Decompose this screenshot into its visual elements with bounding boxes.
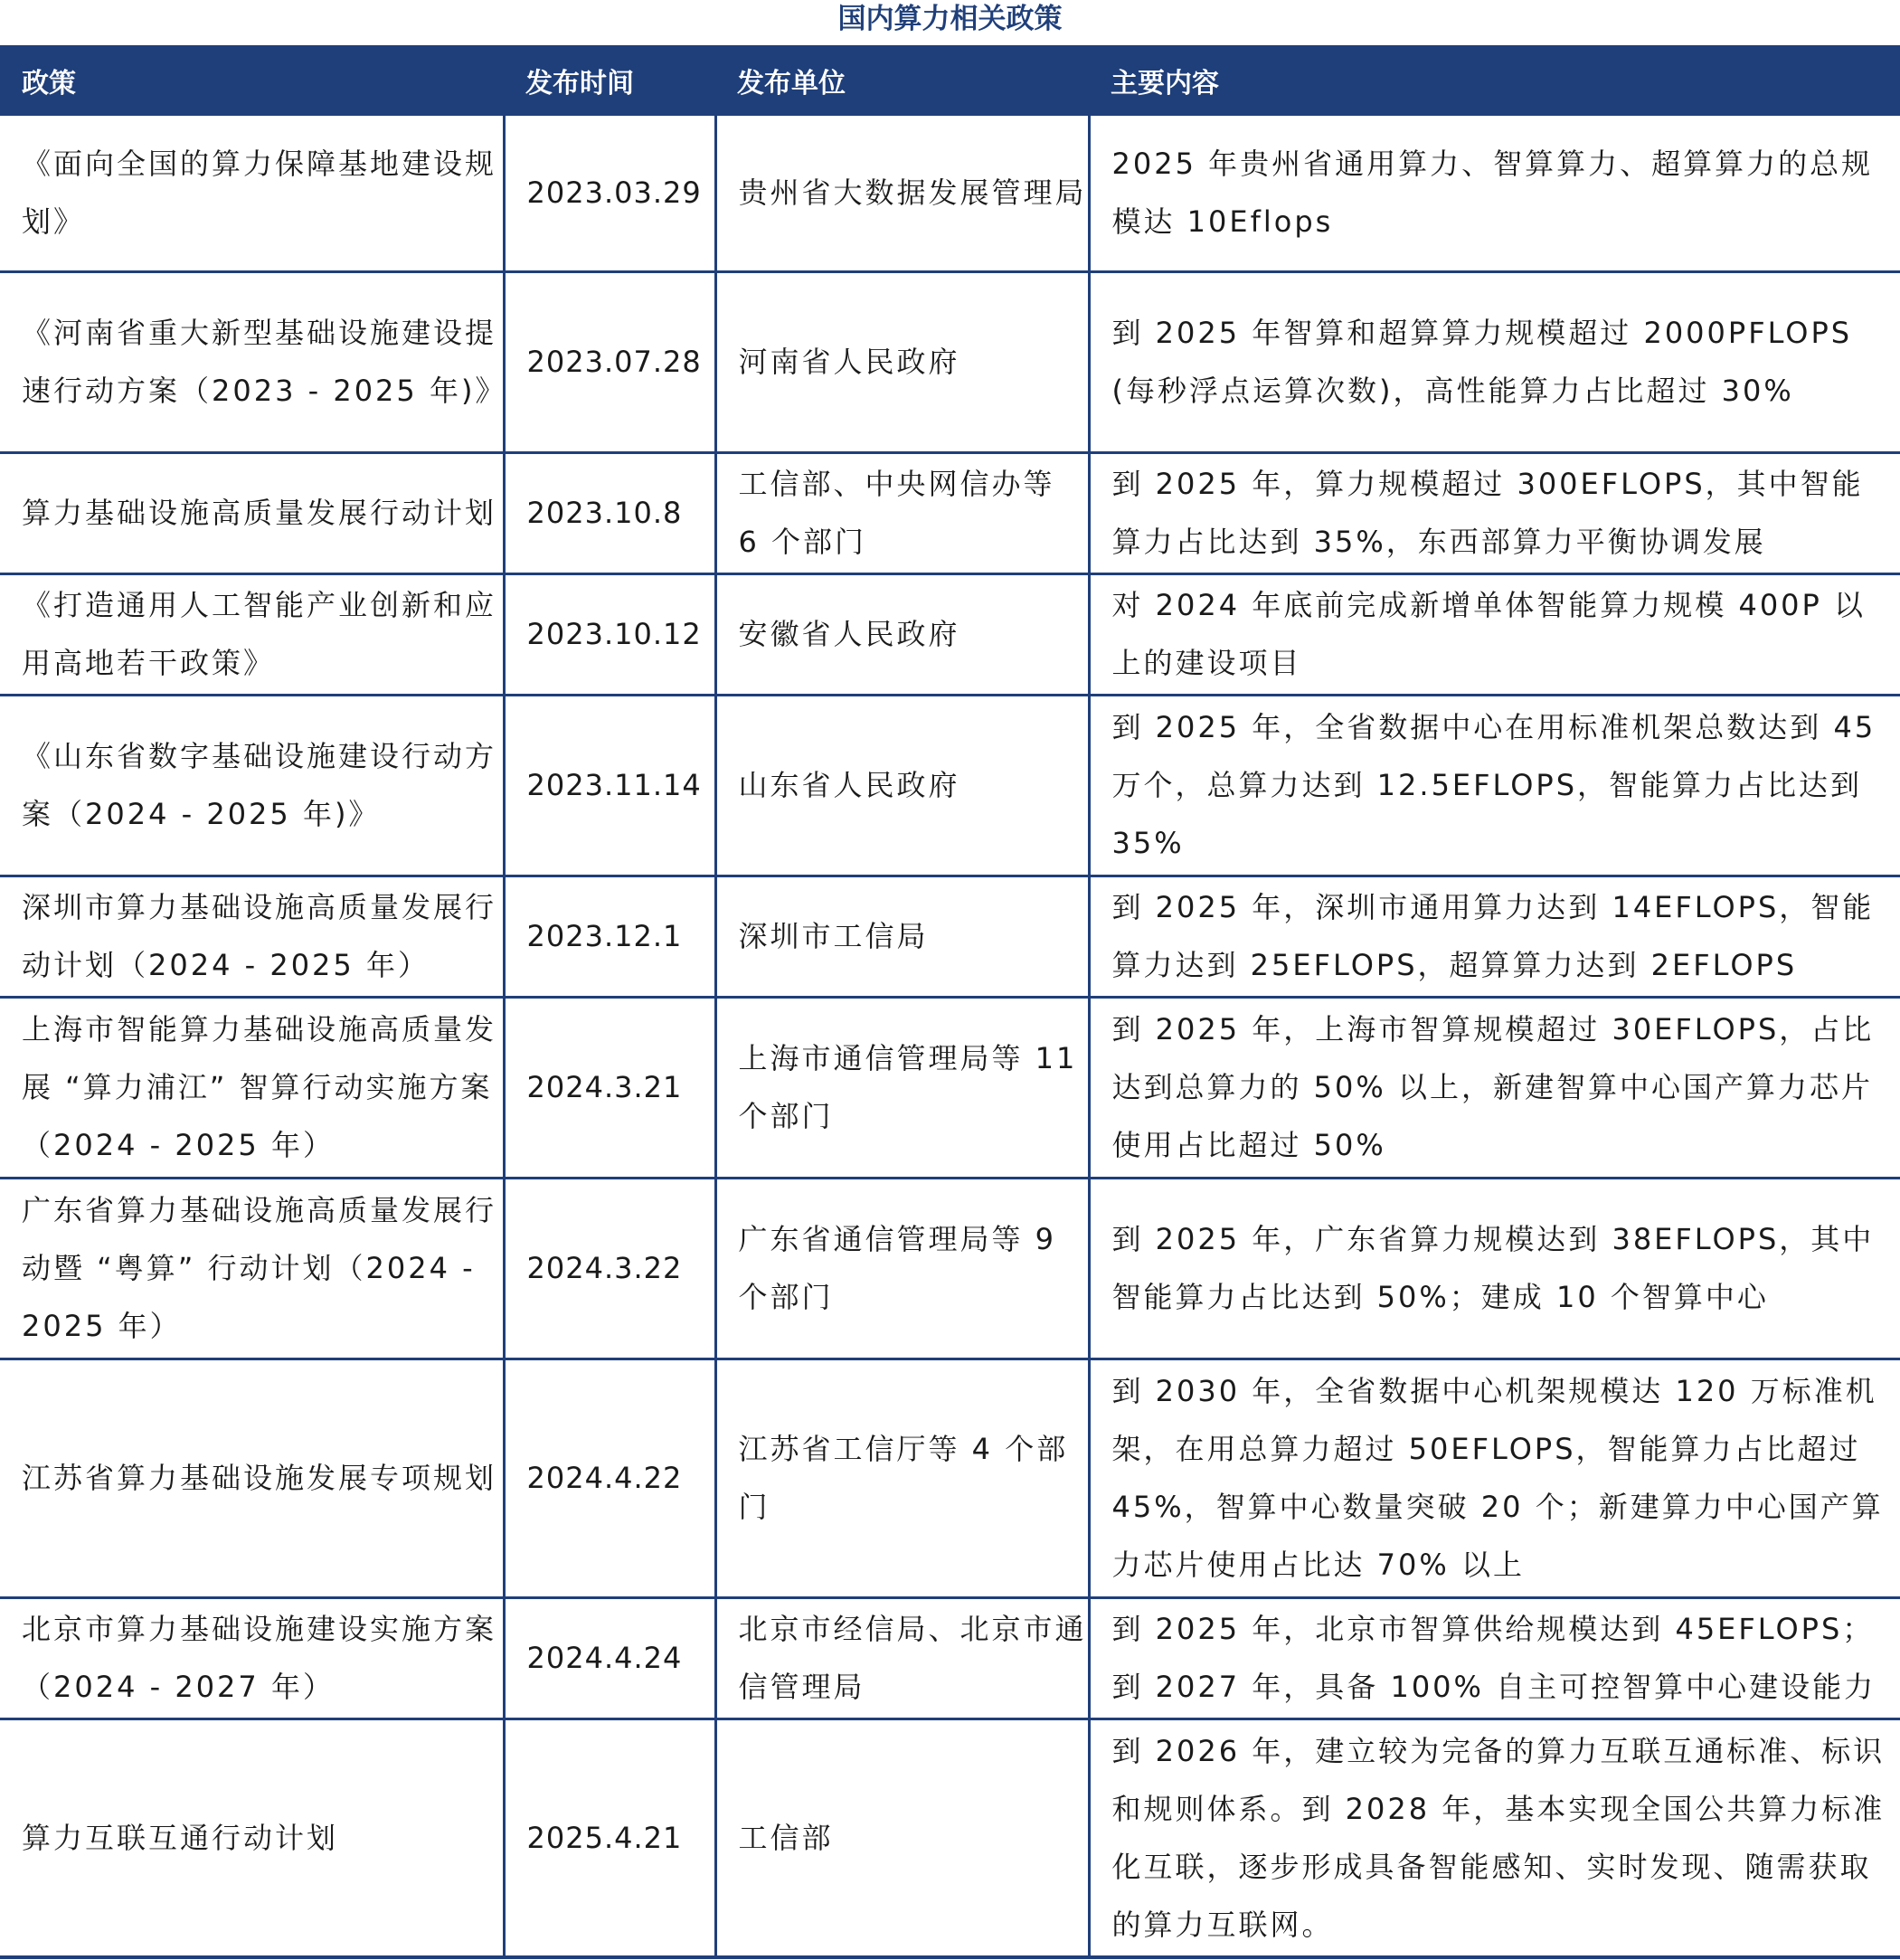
issuer-cell: 深圳市工信局	[715, 876, 1089, 997]
content-cell: 到 2025 年，全省数据中心在用标准机架总数达到 45 万个，总算力达到 12.5EFLOPS，智能算力占比达到 35%	[1089, 695, 1900, 876]
policy-cell: 北京市算力基础设施建设实施方案（2024 - 2027 年）	[0, 1597, 504, 1719]
header-issuer: 发布单位	[715, 47, 1089, 114]
table-row	[0, 114, 1900, 271]
policy-cell: 《山东省数字基础设施建设行动方案（2024 - 2025 年)》	[0, 695, 504, 876]
content-cell: 到 2025 年，广东省算力规模达到 38EFLOPS，其中智能算力占比达到 50%；建成 10 个智算中心	[1089, 1178, 1900, 1359]
date-cell: 2024.3.21	[504, 997, 715, 1178]
policy-cell: 广东省算力基础设施高质量发展行动暨 “粤算” 行动计划（2024 - 2025 年）	[0, 1178, 504, 1359]
issuer-cell: 上海市通信管理局等 11 个部门	[715, 997, 1089, 1178]
issuer-cell: 江苏省工信厅等 4 个部门	[715, 1359, 1089, 1597]
header-date: 发布时间	[504, 47, 715, 114]
issuer-cell: 北京市经信局、北京市通信管理局	[715, 1597, 1089, 1719]
content-cell: 到 2025 年智算和超算算力规模超过 2000PFLOPS (每秒浮点运算次数)，高性能算力占比超过 30%	[1089, 271, 1900, 452]
date-cell: 2024.3.22	[504, 1178, 715, 1359]
table-row	[0, 1719, 1900, 1957]
table-row	[0, 1359, 1900, 1597]
policy-cell: 《面向全国的算力保障基地建设规划》	[0, 114, 504, 271]
header-row	[0, 47, 1900, 114]
table-header	[0, 47, 1900, 114]
content-cell: 2025 年贵州省通用算力、智算算力、超算算力的总规模达 10Eflops	[1089, 114, 1900, 271]
date-cell: 2023.12.1	[504, 876, 715, 997]
header-policy: 政策	[0, 47, 504, 114]
date-cell: 2024.4.22	[504, 1359, 715, 1597]
policy-cell: 《打造通用人工智能产业创新和应用高地若干政策》	[0, 573, 504, 695]
policy-cell: 江苏省算力基础设施发展专项规划	[0, 1359, 504, 1597]
date-cell: 2023.10.12	[504, 573, 715, 695]
issuer-cell: 山东省人民政府	[715, 695, 1089, 876]
content-cell: 到 2025 年，深圳市通用算力达到 14EFLOPS，智能算力达到 25EFLOPS，超算算力达到 2EFLOPS	[1089, 876, 1900, 997]
content-cell: 对 2024 年底前完成新增单体智能算力规模 400P 以上的建设项目	[1089, 573, 1900, 695]
header-content: 主要内容	[1089, 47, 1900, 114]
date-cell: 2025.4.21	[504, 1719, 715, 1957]
policy-cell: 算力互联互通行动计划	[0, 1719, 504, 1957]
policy-cell: 上海市智能算力基础设施高质量发展 “算力浦江” 智算行动实施方案（2024 - 2025 年）	[0, 997, 504, 1178]
date-cell: 2023.07.28	[504, 271, 715, 452]
table-body	[0, 114, 1900, 1957]
content-cell: 到 2030 年，全省数据中心机架规模达 120 万标准机架，在用总算力超过 50EFLOPS，智能算力占比超过 45%，智算中心数量突破 20 个；新建算力中心国产算力芯片使用占比达 70% 以上	[1089, 1359, 1900, 1597]
policy-cell: 《河南省重大新型基础设施建设提速行动方案（2023 - 2025 年)》	[0, 271, 504, 452]
table-row	[0, 1178, 1900, 1359]
policy-cell: 深圳市算力基础设施高质量发展行动计划（2024 - 2025 年）	[0, 876, 504, 997]
issuer-cell: 工信部	[715, 1719, 1089, 1957]
table-title: 国内算力相关政策	[837, 3, 1063, 35]
issuer-cell: 贵州省大数据发展管理局	[715, 114, 1089, 271]
table-row	[0, 573, 1900, 695]
issuer-cell: 安徽省人民政府	[715, 573, 1089, 695]
table-row	[0, 695, 1900, 876]
policy-cell: 算力基础设施高质量发展行动计划	[0, 452, 504, 573]
content-cell: 到 2025 年，上海市智算规模超过 30EFLOPS，占比达到总算力的 50% 以上，新建智算中心国产算力芯片使用占比超过 50%	[1089, 997, 1900, 1178]
content-cell: 到 2025 年，北京市智算供给规模达到 45EFLOPS；到 2027 年，具备 100% 自主可控智算中心建设能力	[1089, 1597, 1900, 1719]
date-cell: 2024.4.24	[504, 1597, 715, 1719]
issuer-cell: 河南省人民政府	[715, 271, 1089, 452]
content-cell: 到 2026 年，建立较为完备的算力互联互通标准、标识和规则体系。到 2028 年，基本实现全国公共算力标准化互联，逐步形成具备智能感知、实时发现、随需获取的算力互联网。	[1089, 1719, 1900, 1957]
issuer-cell: 工信部、中央网信办等 6 个部门	[715, 452, 1089, 573]
table-row	[0, 271, 1900, 452]
table-row	[0, 1597, 1900, 1719]
table-row	[0, 997, 1900, 1178]
content-cell: 到 2025 年，算力规模超过 300EFLOPS，其中智能算力占比达到 35%，东西部算力平衡协调发展	[1089, 452, 1900, 573]
table-row	[0, 876, 1900, 997]
issuer-cell: 广东省通信管理局等 9 个部门	[715, 1178, 1089, 1359]
date-cell: 2023.03.29	[504, 114, 715, 271]
date-cell: 2023.10.8	[504, 452, 715, 573]
policy-table	[0, 45, 1900, 1959]
date-cell: 2023.11.14	[504, 695, 715, 876]
table-row	[0, 452, 1900, 573]
